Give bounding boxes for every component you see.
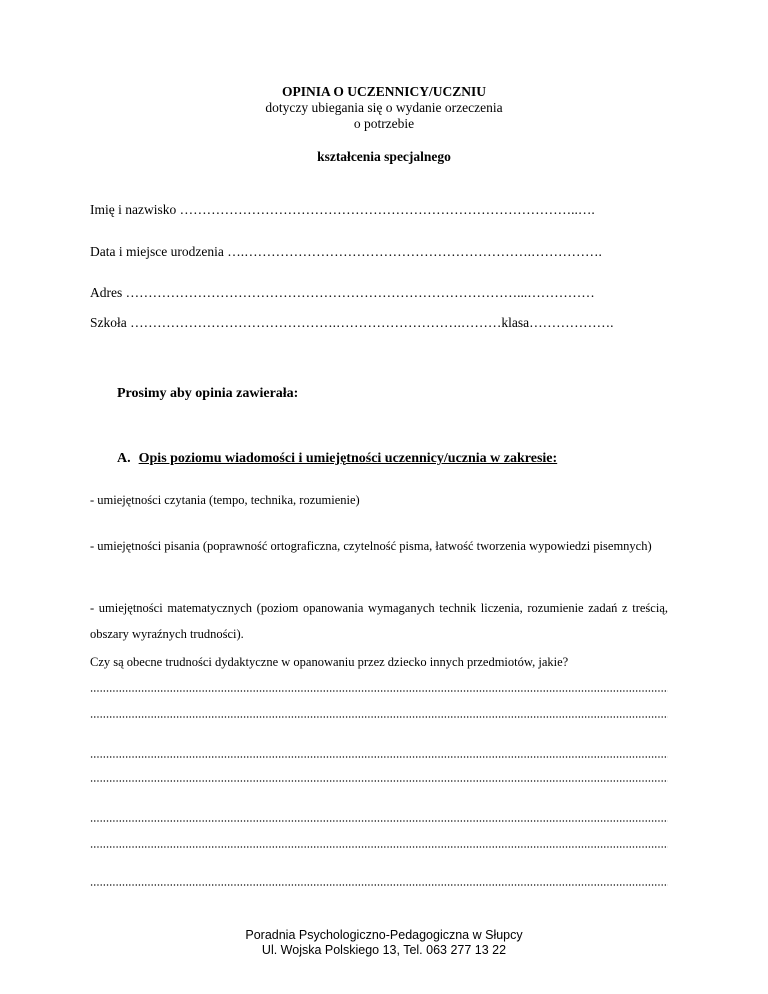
question-other-subjects: Czy są obecne trudności dydaktyczne w opanowaniu przez dziecko innych przedmiotów, jakie? — [90, 655, 569, 669]
document-title: OPINIA O UCZENNICY/UCZNIU — [281, 84, 487, 99]
answer-dotted-line-6[interactable] — [90, 846, 668, 848]
section-a-letter: A. — [117, 451, 131, 466]
footer-address: Ul. Wojska Polskiego 13, Tel. 063 277 13 22 — [261, 943, 507, 957]
list-item-math: - umiejętności matematycznych (poziom opanowania wymaganych technik liczenia, rozumienie zadań z treścią, obszary wyraźnych trudności). — [90, 601, 668, 641]
answer-dotted-line-5[interactable] — [90, 820, 668, 822]
document-subtitle-line3: kształcenia specjalnego — [317, 149, 451, 164]
section-a-heading — [117, 451, 557, 467]
list-item-reading: - umiejętności czytania (tempo, technika, rozumienie) — [90, 493, 360, 507]
answer-dotted-line-4[interactable] — [90, 780, 668, 782]
answer-dotted-line-3[interactable] — [90, 756, 668, 758]
document-subtitle-line2: o potrzebie — [353, 116, 415, 131]
birth-date-place-field[interactable]: Data i miejsce urodzenia ….……………………………………………………….……………. — [90, 244, 602, 259]
answer-dotted-line-7[interactable] — [90, 884, 668, 886]
answer-dotted-line-2[interactable] — [90, 716, 668, 718]
answer-dotted-line-1[interactable] — [90, 690, 668, 692]
name-field[interactable]: Imię i nazwisko ……………………………………………………………………………..…. — [90, 202, 595, 217]
request-heading: Prosimy aby opinia zawierała: — [117, 386, 299, 401]
document-subtitle-line1: dotyczy ubiegania się o wydanie orzeczenia — [265, 100, 503, 115]
school-class-field[interactable]: Szkoła ……………………………………….……………………….………klasa………………. — [90, 315, 614, 330]
address-field[interactable]: Adres ……………………………………………………………………………...…………… — [90, 285, 595, 300]
list-item-writing: - umiejętności pisania (poprawność ortograficzna, czytelność pisma, łatwość tworzenia wypowiedzi pisemnych) — [90, 539, 652, 553]
footer-institution: Poradnia Psychologiczno-Pedagogiczna w Słupcy — [245, 928, 523, 942]
section-a-title: Opis poziomu wiadomości i umiejętności uczennicy/ucznia w zakresie: — [138, 451, 558, 466]
